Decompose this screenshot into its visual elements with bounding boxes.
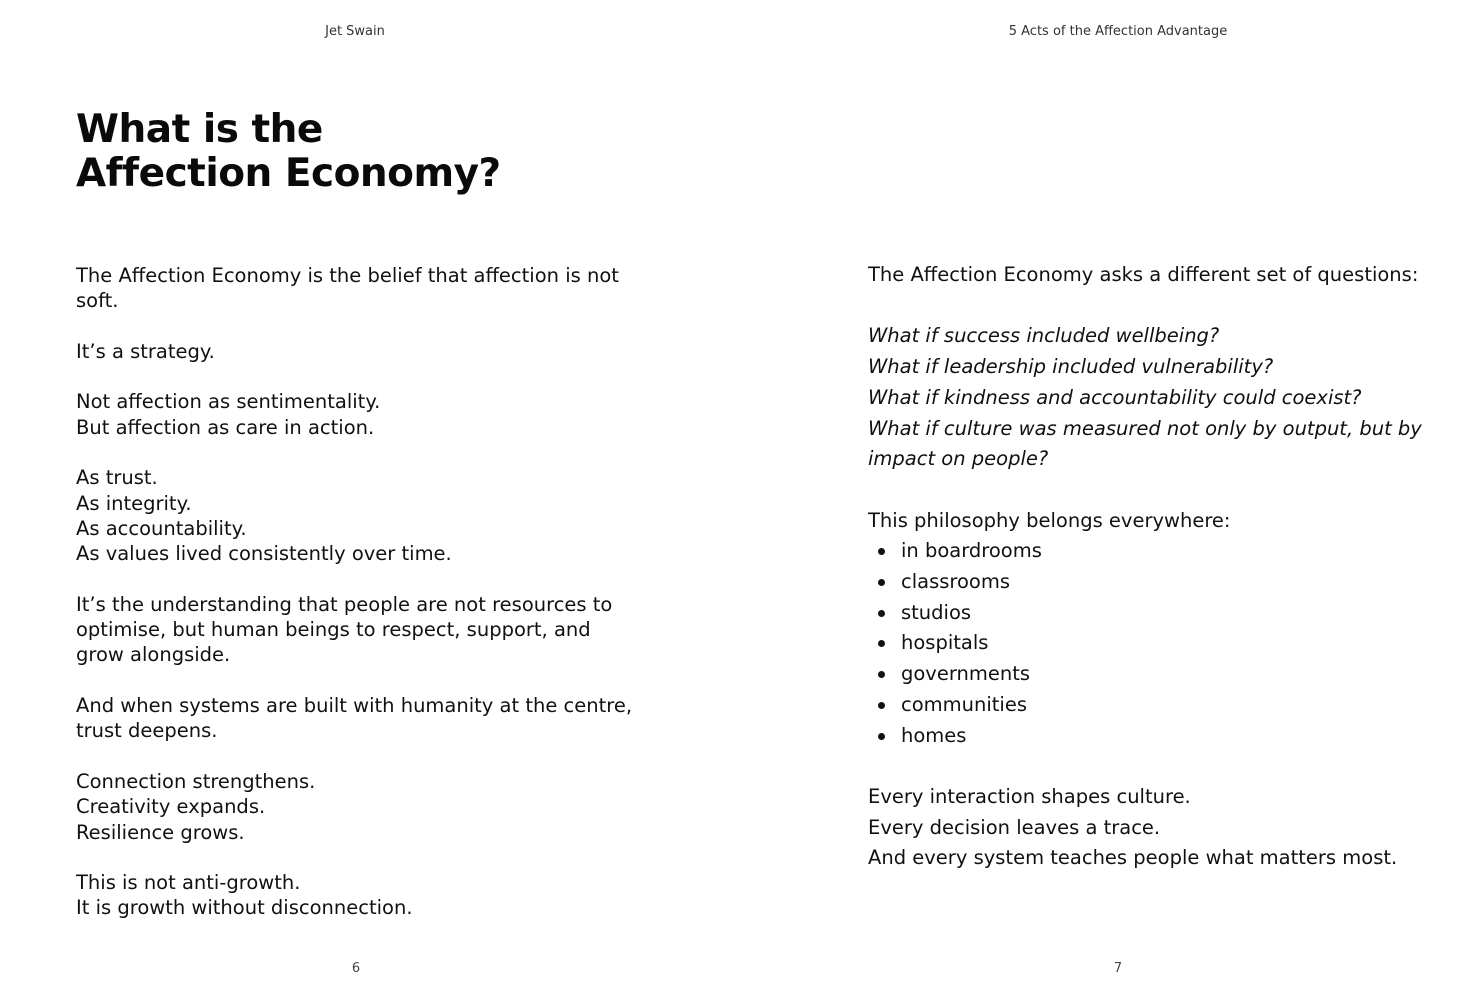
bullet-dot-icon xyxy=(878,548,885,555)
text-line: And when systems are built with humanity at the centre, trust deepens. xyxy=(76,694,633,743)
spacer xyxy=(868,751,1428,782)
paragraph xyxy=(76,592,636,668)
bullet-dot-icon xyxy=(878,610,885,617)
text-line: Every decision leaves a trace. xyxy=(868,815,1161,839)
right-page xyxy=(738,0,1476,984)
bullet-dot-icon xyxy=(878,671,885,678)
list-intro: This philosophy belongs everywhere: xyxy=(868,508,1231,532)
bullet-dot-icon xyxy=(878,702,885,709)
bullet-dot-icon xyxy=(878,579,885,586)
list-item-label: studios xyxy=(901,600,972,624)
paragraph xyxy=(76,339,636,364)
question-line: What if leadership included vulnerability? xyxy=(868,355,1274,379)
list-item xyxy=(868,721,1428,752)
paragraph xyxy=(76,769,636,845)
intro-paragraph: The Affection Economy asks a different set of questions: xyxy=(868,263,1419,286)
paragraph xyxy=(76,870,636,921)
paragraph xyxy=(76,263,636,314)
question-list xyxy=(868,321,1428,475)
text-line: And every system teaches people what matters most. xyxy=(868,846,1398,870)
chapter-title xyxy=(76,108,501,196)
paragraph xyxy=(76,465,636,566)
text-line: Connection strengthens. xyxy=(76,769,316,793)
text-line: Not affection as sentimentality. xyxy=(76,390,381,414)
paragraph xyxy=(76,389,636,440)
text-line: It is growth without disconnection. xyxy=(76,896,413,920)
text-line: Every interaction shapes culture. xyxy=(868,784,1191,808)
closing-paragraph xyxy=(868,782,1428,874)
spacer xyxy=(868,291,1428,322)
list-item-label: homes xyxy=(901,723,967,747)
list-item-label: hospitals xyxy=(901,631,989,655)
list-item xyxy=(868,659,1428,690)
list-item xyxy=(868,598,1428,629)
bullet-dot-icon xyxy=(878,733,885,740)
list-item xyxy=(868,628,1428,659)
text-line: It’s a strategy. xyxy=(76,339,215,363)
paragraph xyxy=(76,693,636,744)
spacer xyxy=(868,475,1428,506)
text-line: As accountability. xyxy=(76,516,247,540)
text-line: It’s the understanding that people are not resources to optimise, but human beings to respect, support, and grow alongside. xyxy=(76,592,613,667)
left-body-text xyxy=(76,263,636,946)
list-item-label: classrooms xyxy=(901,570,1011,593)
right-body-text xyxy=(868,260,1428,874)
list-item-label: communities xyxy=(901,692,1027,716)
chapter-title-line: Affection Economy? xyxy=(76,151,501,196)
text-line: As trust. xyxy=(76,466,158,490)
text-line: But affection as care in action. xyxy=(76,415,375,439)
text-line: Creativity expands. xyxy=(76,795,266,819)
page-number: 6 xyxy=(351,961,361,976)
question-line: What if success included wellbeing? xyxy=(868,324,1220,348)
list-item xyxy=(868,690,1428,721)
list-item-label: in boardrooms xyxy=(901,539,1042,563)
text-line: Resilience grows. xyxy=(76,820,245,844)
text-line: The Affection Economy is the belief that affection is not soft. xyxy=(76,264,619,313)
question-line: What if culture was measured not only by output, but by impact on people? xyxy=(868,416,1422,471)
question-line: What if kindness and accountability could coexist? xyxy=(868,385,1362,409)
text-line: As values lived consistently over time. xyxy=(76,542,452,566)
bullet-list xyxy=(868,536,1428,751)
chapter-title-line: What is the xyxy=(76,107,323,152)
list-item-label: governments xyxy=(901,662,1031,686)
running-head-book-title: 5 Acts of the Affection Advantage xyxy=(1008,24,1228,39)
bullet-dot-icon xyxy=(878,640,885,647)
list-item xyxy=(868,567,1428,598)
text-line: As integrity. xyxy=(76,491,192,515)
text-line: This is not anti-growth. xyxy=(76,871,301,895)
running-head-author: Jet Swain xyxy=(325,24,385,39)
page-number: 7 xyxy=(1113,961,1123,976)
list-item xyxy=(868,536,1428,567)
